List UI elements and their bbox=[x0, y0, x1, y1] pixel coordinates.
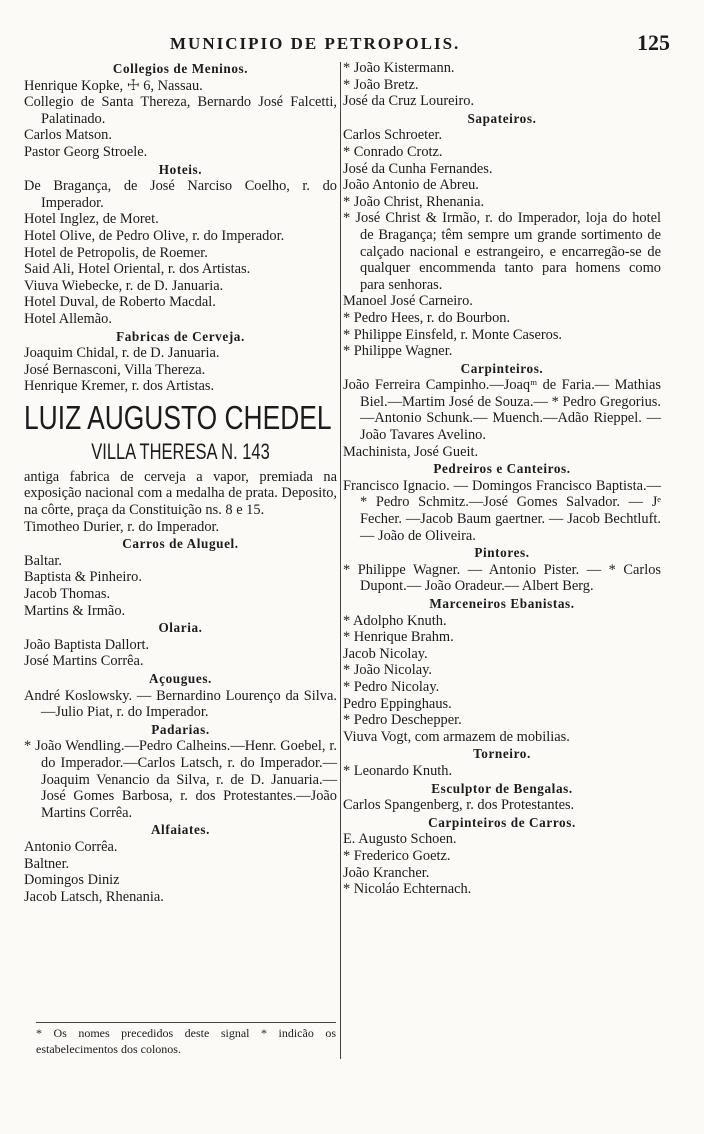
directory-entry: * Philippe Wagner. — Antonio Pister. — * Carlos Dupont.— João Oradeur.— Albert Berg. bbox=[343, 561, 661, 595]
directory-line: * João Kistermann. bbox=[343, 60, 455, 76]
section-heading: Torneiro. bbox=[473, 746, 531, 762]
directory-line: * Philippe Wagner. bbox=[343, 343, 453, 360]
section-heading: Olaria. bbox=[158, 620, 203, 636]
directory-line: Pastor Georg Stroele. bbox=[24, 143, 148, 160]
directory-line: * Pedro Nicolay. bbox=[343, 678, 440, 695]
directory-line: Hotel Allemão. bbox=[24, 310, 112, 327]
directory-line: Hotel Inglez, de Moret. bbox=[24, 211, 159, 228]
directory-line: Manoel José Carneiro. bbox=[343, 293, 473, 310]
section-heading: Açougues. bbox=[149, 671, 212, 686]
advert-address: VILLA THERESA N. 143 bbox=[91, 438, 270, 464]
column-divider bbox=[340, 62, 341, 1059]
directory-line: * Frederico Goetz. bbox=[343, 847, 451, 864]
directory-line: José Bernasconi, Villa Thereza. bbox=[24, 361, 206, 378]
directory-line: * João Bretz. bbox=[343, 76, 419, 93]
directory-line: Joaquim Chidal, r. de D. Januaria. bbox=[24, 345, 220, 362]
directory-line: Viuva Vogt, com armazem de mobilias. bbox=[343, 728, 570, 745]
directory-entry: Francisco Ignacio. — Domingos Francisco Baptista.—* Pedro Schmitz.—José Gomes Salvador. — Jᵉ Fecher. —Jacob Baum gaertner. — Jacob Bechtluft. — João de Oliveira. bbox=[343, 477, 661, 544]
directory-line: Henrique Kremer, r. dos Artistas. bbox=[24, 378, 215, 395]
directory-line: Jacob Latsch, Rhenania. bbox=[24, 888, 164, 905]
right-column bbox=[343, 60, 661, 898]
directory-line: Viuva Wiebecke, r. de D. Januaria. bbox=[24, 277, 224, 294]
directory-line: Antonio Corrêa. bbox=[24, 838, 118, 855]
directory-entry: João Ferreira Campinho.—Joaqᵐ de Faria.— Mathias Biel.—Martim José de Souza.— * Pedro Gregorius.—Antonio Schunk.— Muench.—Adão Rieppel. — João Tavares Avelino. bbox=[343, 377, 661, 444]
directory-entry: * José Christ & Irmão, r. do Imperador, loja do hotel de Bragança; têm sempre um grande sortimento de calçado nacional e estrangeiro, e encarregão-se de qualquer encommenda tanto para homens como para senhoras. bbox=[343, 210, 661, 293]
section-heading: Fabricas de Cerveja. bbox=[116, 328, 245, 344]
directory-line: Jacob Thomas. bbox=[24, 586, 111, 603]
section-heading: Carros de Aluguel. bbox=[122, 536, 239, 552]
page-header bbox=[0, 30, 704, 56]
directory-line: Henrique Kopke, ☩ 6, Nassau. bbox=[24, 77, 203, 94]
directory-line: * Leonardo Knuth. bbox=[343, 762, 453, 779]
directory-line: Hotel Olive, de Pedro Olive, r. do Imperador. bbox=[24, 227, 285, 244]
directory-line: Martins & Irmão. bbox=[24, 602, 126, 619]
directory-entry: * João Wendling.—Pedro Calheins.—Henr. Goebel, r. do Imperador.—Carlos Latsch, r. do Imperador.— Joaquim Venancio da Silva, r. de D. Januaria.—José Gomes Barbosa, r. dos Protestantes.—João Martins Corrêa. bbox=[24, 738, 337, 821]
footnote: * Os nomes precedidos deste signal * indicão os estabelecimentos dos colonos. bbox=[36, 1026, 336, 1056]
directory-line: Baltar. bbox=[24, 552, 62, 569]
section-heading: Sapateiros. bbox=[467, 110, 537, 126]
section-heading: Alfaiates. bbox=[150, 822, 211, 838]
directory-line: Timotheo Durier, r. do Imperador. bbox=[24, 518, 220, 535]
directory-line: Carlos Matson. bbox=[24, 127, 112, 144]
page-title: MUNICIPIO DE PETROPOLIS. bbox=[170, 34, 461, 53]
section-heading: Pintores. bbox=[474, 545, 530, 561]
section-heading: Padarias. bbox=[151, 721, 210, 737]
directory-line: José da Cunha Fernandes. bbox=[343, 160, 493, 177]
footnote-rule bbox=[36, 1022, 336, 1023]
left-column bbox=[24, 60, 337, 905]
section-heading: Marceneiros Ebanistas. bbox=[429, 596, 575, 611]
directory-line: João Krancher. bbox=[343, 864, 430, 881]
directory-entry: André Koslowsky. — Bernardino Lourenço da Silva.—Julio Piat, r. do Imperador. bbox=[24, 687, 337, 721]
directory-line: Pedro Eppinghaus. bbox=[343, 695, 452, 712]
directory-entry: De Bragança, de José Narciso Coelho, r. do Imperador. bbox=[24, 178, 337, 211]
directory-line: * Conrado Crotz. bbox=[343, 143, 443, 160]
directory-line: Carlos Spangenberg, r. dos Protestantes. bbox=[343, 797, 575, 814]
directory-line: * Adolpho Knuth. bbox=[343, 612, 447, 629]
section-heading: Carpinteiros de Carros. bbox=[428, 814, 576, 830]
directory-line: Carlos Schroeter. bbox=[343, 127, 443, 144]
section-heading: Pedreiros e Canteiros. bbox=[433, 461, 571, 477]
directory-line: * Pedro Deschepper. bbox=[343, 712, 462, 729]
directory-line: Machinista, José Gueit. bbox=[343, 443, 479, 460]
directory-line: José da Cruz Loureiro. bbox=[343, 93, 475, 110]
directory-entry: Collegio de Santa Thereza, Bernardo José Falcetti, Palatinado. bbox=[24, 94, 337, 127]
page-number: 125 bbox=[637, 30, 670, 55]
section-heading: Carpinteiros. bbox=[460, 360, 544, 376]
directory-line: Domingos Diniz bbox=[24, 872, 120, 889]
section-heading: Hoteis. bbox=[158, 161, 203, 177]
directory-line: Baltner. bbox=[24, 855, 70, 872]
directory-line: * Nicoláo Echternach. bbox=[343, 881, 472, 898]
directory-line: José Martins Corrêa. bbox=[24, 653, 144, 670]
directory-line: * João Nicolay. bbox=[343, 662, 432, 679]
directory-line: Hotel Duval, de Roberto Macdal. bbox=[24, 294, 216, 311]
directory-line: Hotel de Petropolis, de Roemer. bbox=[24, 244, 208, 261]
directory-line: E. Augusto Schoen. bbox=[343, 831, 457, 848]
section-heading: Esculptor de Bengalas. bbox=[431, 780, 573, 796]
directory-line: João Baptista Dallort. bbox=[24, 636, 150, 653]
directory-line: * Henrique Brahm. bbox=[343, 629, 454, 646]
directory-line: Baptista & Pinheiro. bbox=[24, 569, 142, 586]
directory-line: Jacob Nicolay. bbox=[343, 645, 428, 662]
directory-line: * João Christ, Rhenania. bbox=[343, 193, 485, 210]
advert-text: antiga fabrica de cerveja a vapor, premiada na exposição nacional com a medalha de prata. Deposito, na côrte, praça da Constituição ns. 8 e 15. bbox=[24, 468, 337, 519]
section-heading: Collegios de Meninos. bbox=[112, 61, 249, 76]
directory-line: * Philippe Einsfeld, r. Monte Caseros. bbox=[343, 326, 563, 343]
advert-name: LUIZ AUGUSTO CHEDEL bbox=[24, 398, 332, 436]
directory-line: * Pedro Hees, r. do Bourbon. bbox=[343, 309, 511, 326]
directory-line: João Antonio de Abreu. bbox=[343, 177, 479, 194]
directory-line: Said Ali, Hotel Oriental, r. dos Artistas. bbox=[24, 261, 251, 278]
